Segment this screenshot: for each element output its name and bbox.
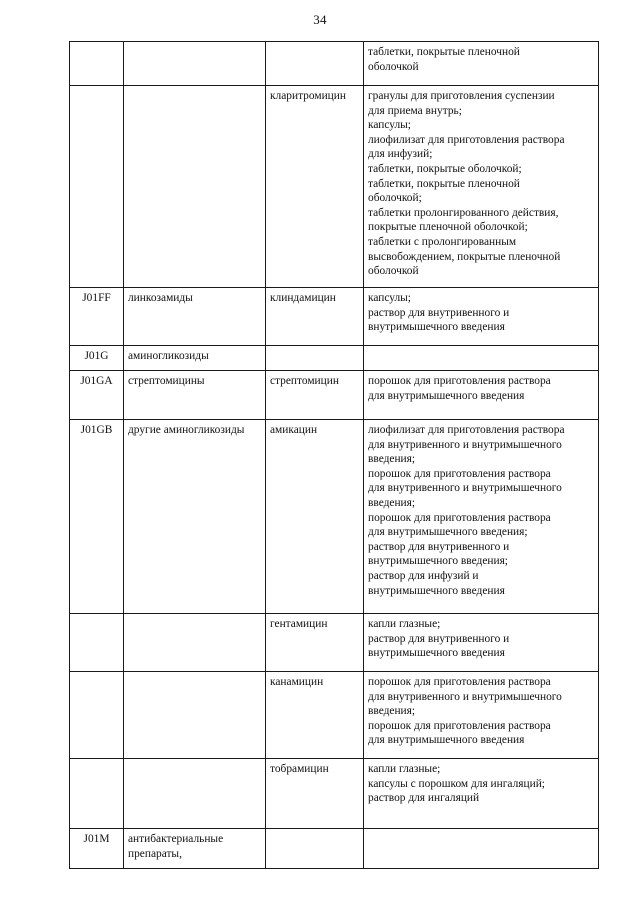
dosage-form-line: для инфузий;	[368, 148, 433, 161]
drug-name-cell: канамицин	[266, 672, 364, 759]
anatomical-group-cell	[124, 759, 266, 829]
dosage-forms-cell	[364, 420, 599, 614]
dosage-form-line: покрытые пленочной оболочкой;	[368, 221, 528, 234]
dosage-form-line: лиофилизат для приготовления раствора	[368, 424, 565, 436]
dosage-form-line: капсулы;	[368, 119, 411, 132]
dosage-form-line: внутримышечного введения	[368, 321, 505, 334]
table-row	[70, 672, 599, 759]
anatomical-group-cell	[124, 614, 266, 672]
table-row	[70, 288, 599, 346]
dosage-form-line: капсулы с порошком для ингаляций;	[368, 777, 545, 790]
table-row	[70, 759, 599, 829]
dosage-forms-cell	[364, 288, 599, 346]
table-row	[70, 371, 599, 420]
dosage-forms-cell	[364, 371, 599, 420]
table-body	[70, 42, 599, 869]
atc-code-cell: J01FF	[70, 288, 124, 346]
dosage-form-line: таблетки, покрытые оболочкой;	[368, 162, 522, 175]
anatomical-group-cell: стрептомицины	[124, 371, 266, 420]
dosage-form-line: таблетки пролонгированного действия,	[368, 206, 559, 219]
dosage-form-line: капли глазные;	[368, 763, 441, 775]
drug-name-cell: тобрамицин	[266, 759, 364, 829]
dosage-form-line: внутримышечного введения	[368, 584, 505, 597]
table-row	[70, 346, 599, 371]
dosage-form-line: для внутримышечного введения	[368, 734, 525, 747]
dosage-form-line: оболочкой;	[368, 192, 422, 205]
dosage-form-line: порошок для приготовления раствора	[368, 511, 551, 524]
dosage-form-line: таблетки, покрытые пленочной	[368, 46, 520, 58]
anatomical-group-cell: аминогликозиды	[124, 346, 266, 371]
table-row	[70, 614, 599, 672]
dosage-forms-cell	[364, 346, 599, 371]
page-number: 34	[313, 12, 327, 27]
dosage-form-line: высвобождением, покрытые пленочной	[368, 250, 561, 263]
dosage-form-line: для внутривенного и внутримышечного	[368, 438, 562, 451]
dosage-form-line: введения;	[368, 453, 416, 466]
drug-name-cell	[266, 346, 364, 371]
dosage-form-line: порошок для приготовления раствора	[368, 375, 551, 387]
dosage-form-line: порошок для приготовления раствора	[368, 719, 551, 732]
dosage-forms-cell	[364, 86, 599, 288]
dosage-forms-cell	[364, 829, 599, 869]
dosage-form-line: гранулы для приготовления суспензии	[368, 90, 555, 102]
dosage-forms-cell	[364, 759, 599, 829]
drug-name-cell: амикацин	[266, 420, 364, 614]
dosage-form-line: таблетки с пролонгированным	[368, 235, 517, 248]
drug-name-cell: гентамицин	[266, 614, 364, 672]
dosage-form-line: капсулы;	[368, 292, 411, 304]
anatomical-group-cell	[124, 672, 266, 759]
drug-name-cell: кларитромицин	[266, 86, 364, 288]
dosage-form-line: введения;	[368, 705, 416, 718]
dosage-form-line: внутримышечного введения	[368, 647, 505, 660]
dosage-form-line: оболочкой	[368, 265, 419, 278]
anatomical-group-cell: антибактериальные препараты,	[124, 829, 266, 869]
dosage-form-line: внутримышечного введения;	[368, 555, 508, 568]
anatomical-group-cell: линкозамиды	[124, 288, 266, 346]
atc-code-cell	[70, 42, 124, 86]
dosage-form-line: таблетки, покрытые пленочной	[368, 177, 520, 190]
table-row	[70, 829, 599, 869]
atc-code-cell	[70, 672, 124, 759]
atc-code-cell	[70, 759, 124, 829]
dosage-form-line: введения;	[368, 496, 416, 509]
anatomical-group-cell	[124, 86, 266, 288]
atc-code-cell: J01M	[70, 829, 124, 869]
dosage-form-line: для внутривенного и внутримышечного	[368, 690, 562, 703]
drug-name-cell: клиндамицин	[266, 288, 364, 346]
atc-code-cell: J01GB	[70, 420, 124, 614]
table-row	[70, 86, 599, 288]
dosage-form-line: раствор для внутривенного и	[368, 306, 510, 319]
dosage-form-line: для внутримышечного введения;	[368, 526, 528, 539]
dosage-form-line: лиофилизат для приготовления раствора	[368, 133, 565, 146]
dosage-form-line: раствор для внутривенного и	[368, 540, 510, 553]
medicines-table	[69, 41, 599, 869]
anatomical-group-cell: другие аминогликозиды	[124, 420, 266, 614]
atc-code-cell: J01G	[70, 346, 124, 371]
atc-code-cell	[70, 614, 124, 672]
dosage-forms-cell	[364, 614, 599, 672]
dosage-form-line: для внутривенного и внутримышечного	[368, 482, 562, 495]
anatomical-group-cell	[124, 42, 266, 86]
table-row	[70, 420, 599, 614]
drug-name-cell	[266, 829, 364, 869]
dosage-forms-cell	[364, 42, 599, 86]
dosage-form-line: раствор для ингаляций	[368, 792, 480, 805]
dosage-form-line: капли глазные;	[368, 618, 441, 630]
drug-name-cell	[266, 42, 364, 86]
dosage-form-line: раствор для инфузий и	[368, 569, 479, 582]
dosage-form-line: оболочкой	[368, 60, 419, 73]
drug-name-cell: стрептомицин	[266, 371, 364, 420]
atc-code-cell: J01GA	[70, 371, 124, 420]
dosage-form-line: порошок для приготовления раствора	[368, 676, 551, 688]
dosage-forms-cell	[364, 672, 599, 759]
table-row	[70, 42, 599, 86]
dosage-form-line: для приема внутрь;	[368, 104, 462, 117]
dosage-form-line: порошок для приготовления раствора	[368, 467, 551, 480]
dosage-form-line: раствор для внутривенного и	[368, 632, 510, 645]
dosage-form-line: для внутримышечного введения	[368, 389, 525, 402]
atc-code-cell	[70, 86, 124, 288]
